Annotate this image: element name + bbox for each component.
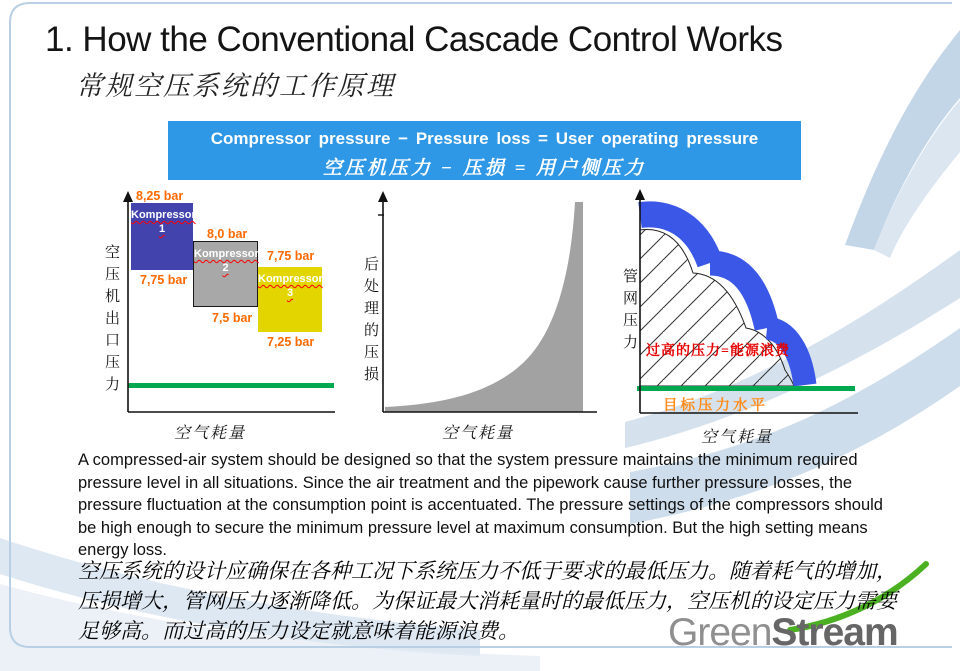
kompressor-3-box: [258, 267, 322, 332]
banner-equation-zh: 空压机压力 − 压损 = 用户侧压力: [322, 158, 647, 179]
y-axis-arrow-icon: [378, 191, 388, 202]
y-axis-arrow-icon: [635, 189, 645, 200]
right-chart-graphic: [615, 188, 865, 462]
right-chart-x-label: 空气耗量: [700, 429, 773, 446]
pressure-label-k3-bottom: 7,25 bar: [267, 335, 315, 349]
kompressor-1-label: Kompressor: [131, 209, 196, 221]
left-chart-y-label: 空压机出口压力: [103, 244, 119, 398]
right-chart-y-label: 管网压力: [621, 268, 637, 356]
kompressor-2-label: Kompressor: [194, 248, 259, 260]
greenstream-logo: [668, 611, 898, 655]
chart-treatment-pressure-loss: [358, 188, 603, 460]
pressure-label-k1-bottom: 7,75 bar: [140, 273, 188, 287]
kompressor-2-number: 2: [222, 262, 229, 274]
banner-equation-en: Compressor pressure − Pressure loss = User operating pressure: [210, 129, 759, 148]
y-axis-arrow-icon: [123, 191, 133, 202]
chart-compressor-outlet-pressure: [95, 188, 345, 460]
pressure-label-k2-top: 8,0 bar: [207, 227, 248, 241]
logo-stream-text: Stream: [771, 611, 898, 654]
pressure-label-k2-bottom: 7,5 bar: [212, 311, 253, 325]
slide-title: 1. How the Conventional Cascade Control Works: [45, 20, 783, 59]
left-chart-x-label: 空气耗量: [173, 425, 246, 442]
pressure-label-k1-top: 8,25 bar: [136, 189, 184, 203]
pressure-loss-curve: [385, 202, 583, 412]
paragraph-chinese: 空压系统的设计应确保在各种工况下系统压力不低于要求的最低压力。随着耗气的增加，压损增大，管网压力逐渐降低。为保证最大消耗量时的最低压力，空压机的设定压力需要足够高。而过高的压力设定就意味着能源浪费。: [78, 559, 897, 643]
target-pressure-line: [637, 386, 855, 391]
target-pressure-annotation: 目标压力水平: [663, 398, 768, 414]
kompressor-1-box: [131, 203, 196, 270]
slide-subtitle-zh: 常规空压系统的工作原理: [76, 71, 395, 101]
pressure-label-k3-top: 7,75 bar: [267, 249, 315, 263]
kompressor-2-box: [193, 241, 258, 307]
minimum-pressure-line: [128, 383, 334, 388]
pressure-equation-banner: [168, 121, 801, 180]
kompressor-1-number: 1: [158, 223, 166, 235]
middle-chart-x-label: 空气耗量: [441, 425, 514, 442]
kompressor-3-number: 3: [286, 287, 294, 299]
kompressor-3-label: Kompressor: [258, 273, 323, 285]
logo-green-text: Green: [668, 611, 772, 654]
chart-network-pressure: [615, 188, 865, 462]
energy-waste-annotation: 过高的压力=能源浪费: [646, 344, 790, 359]
middle-chart-y-label: 后处理的压损: [362, 256, 378, 388]
paragraph-english: A compressed-air system should be designed so that the system pressure maintains the minimum required pressure level in all situations. Since the air treatment and the pipework cause further pressure losses, the pressure fluctuation at the consumption point is accentuated. The pressure settings of the compressors should be high enough to secure the minimum pressure level at maximum consumption. But the high setting means energy loss.: [78, 451, 883, 559]
